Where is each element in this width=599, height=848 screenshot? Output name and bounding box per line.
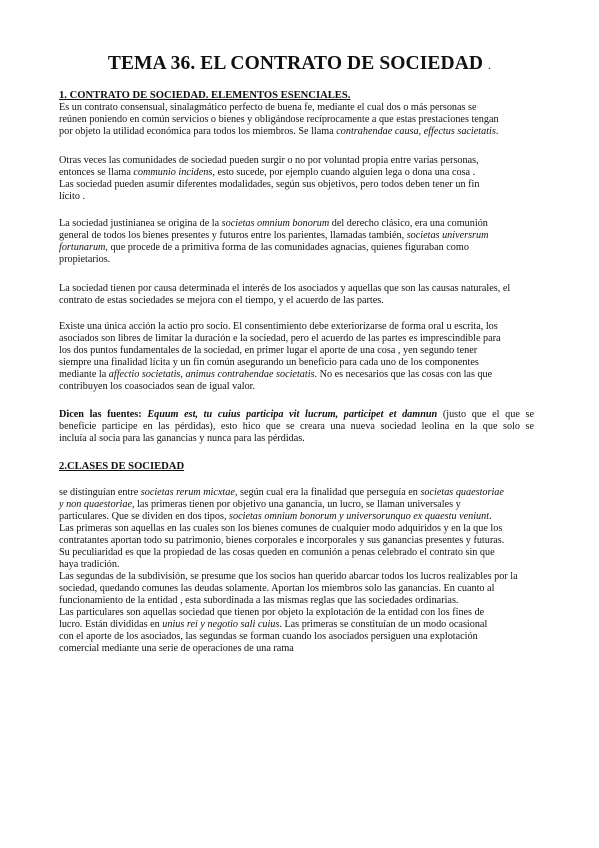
italic-term: societas universrum <box>406 230 489 241</box>
italic-term: affectio societatis, animus contrahendae societatis <box>108 369 315 380</box>
italic-term: contrahendae causa, effectus sacietatis <box>336 126 496 137</box>
text-segment: lucro. Están divididas en <box>59 619 163 630</box>
text-segment: mediante la <box>59 369 109 380</box>
text-line: haya tradición. <box>59 559 120 570</box>
text-line: Otras veces las comunidades de sociedad pueden surgir o no por voluntad propia entre varias personas, <box>59 155 479 166</box>
text-line: La sociedad tienen por causa determinada el interés de los asociados y aquellas que son las causas naturales, el <box>59 283 511 294</box>
text-line: contrato de estas sociedades se mejora con el tiempo, y el acuerdo de las partes. <box>59 295 384 306</box>
text-line <box>59 511 534 523</box>
text-line: Es un contrato consensual, sinalagmático perfecto de buena fe, mediante el cual dos o más personas se <box>59 102 477 113</box>
text-line <box>59 499 534 511</box>
text-line: funcionamiento de la entidad , esta subordinada a las mismas reglas que las sociedades ordinarias. <box>59 595 459 606</box>
text-segment: general de todos los bienes presentes y futuros entre los parientes, llamadas también, <box>59 230 407 241</box>
sources-lead: Dicen las fuentes: <box>59 409 142 420</box>
italic-term: fortunarum <box>59 242 106 253</box>
text-segment: . <box>495 126 499 137</box>
text-line <box>59 369 534 381</box>
paragraph-6-line-2: beneficie participe en las pérdidas), esto hico que se creara una nueva sociedad leolina en la que solo se <box>59 421 534 432</box>
italic-term: societas omnium bonorum y universorunquo ex quaestu veniunt <box>229 511 490 522</box>
text-line: reúnen poniendo en común servicios o bienes y obligándose recíprocamente a que estas prestaciones tengan <box>59 114 499 125</box>
text-segment: particulares. Que se dividen en dos tipos, <box>59 511 230 522</box>
text-line <box>59 167 534 179</box>
text-segment: , las primeras tienen por objetivo una ganancia, un lucro, se llaman universales y <box>132 499 461 510</box>
paragraph-3 <box>59 218 534 266</box>
text-line: Las primeras son aquellas en las cuales son los bienes comunes de cualquier modo adquiridos y en la que los <box>59 523 503 534</box>
text-line <box>59 218 534 230</box>
section-2-heading: 2.CLASES DE SOCIEDAD <box>59 461 185 472</box>
text-line: Las segundas de la subdivisión, se presume que los socios han querido abarcar todos los lucros realizables por la <box>59 571 518 582</box>
italic-term: societas omnium bonorum <box>221 218 330 229</box>
title-text: TEMA 36. EL CONTRATO DE SOCIEDAD <box>107 53 484 74</box>
text-line: Las particulares son aquellas sociedad que tienen por objeto la explotación de la entidad con los fines de <box>59 607 485 618</box>
text-segment: se distinguían entre <box>59 487 141 498</box>
text-line: lícito . <box>59 191 86 202</box>
text-line: siempre una finalidad lícita y un fin común asegurando un beneficio para cada uno de los componentes <box>59 357 479 368</box>
text-segment: entonces se llama <box>59 167 134 178</box>
text-segment: , según cual era la finalidad que perseguía en <box>234 487 421 498</box>
text-line <box>59 242 534 254</box>
paragraph-6-line-3: incluía al socia para las ganancias y nunca para las pérdidas. <box>59 433 305 444</box>
paragraph-6-line-1: Dicen las fuentes: Equum est, tu cuius participa vit lucrum, participet et damnun (justo que el que se <box>59 409 534 420</box>
italic-term: communio incidens <box>133 167 213 178</box>
italic-term: y non quaestoriae <box>59 499 132 510</box>
text-line: propietarios. <box>59 254 111 265</box>
italic-term: societas quaestoriae <box>420 487 504 498</box>
text-segment: . No es necesarios que las cosas con las que <box>314 369 493 380</box>
text-segment: La sociedad justinianea se origina de la <box>59 218 222 229</box>
text-segment: , que procede de a primitiva forma de las comunidades agnacias, quienes figuraban como <box>105 242 469 253</box>
text-line: sociedad, quedando comunes las deudas solamente. Aportan los miembros solo las ganancias. En cuanto al <box>59 583 495 594</box>
paragraph-4 <box>59 283 534 307</box>
text-line <box>59 487 534 499</box>
section-1-heading: 1. CONTRATO DE SOCIEDAD. ELEMENTOS ESENCIALES. <box>59 90 351 101</box>
text-segment: del derecho clásico, era una comunión <box>329 218 488 229</box>
text-line: contribuyen los coasociados sean de igual valor. <box>59 381 256 392</box>
text-line: Existe una única acción la actio pro socio. El consentimiento debe exteriorizarse de forma oral u escrita, los <box>59 321 498 332</box>
paragraph-2 <box>59 155 534 203</box>
text-line: comercial mediante una serie de operaciones de una rama <box>59 643 294 654</box>
text-line: Su peculiaridad es que la propiedad de las cosas queden en comunión a penas celebrado el contrato sin que <box>59 547 495 558</box>
text-line <box>59 619 534 631</box>
paragraph-6 <box>59 409 534 445</box>
text-line <box>59 230 534 242</box>
text-line <box>59 126 534 138</box>
paragraph-1 <box>59 102 534 138</box>
text-segment: por objeto la utilidad económica para todos los miembros. Se llama <box>59 126 337 137</box>
title-suffix: . <box>488 58 492 72</box>
text-segment: , esto sucede, por ejemplo cuando alguien lega o dona una cosa . <box>212 167 476 178</box>
section-2-body <box>59 487 534 655</box>
page-title <box>0 52 599 77</box>
text-segment: . Las primeras se constituían de un modo ocasional <box>279 619 488 630</box>
text-line: Las sociedad pueden asumir diferentes modalidades, según sus objetivos, pero todos deben tener un fin <box>59 179 480 190</box>
text-line: los dos puntos fundamentales de la sociedad, en primer lugar el aporte de una cosa , yen segundo tener <box>59 345 478 356</box>
italic-term: unius rei y negotio sali cuius <box>162 619 280 630</box>
text-line: con el aporte de los asociados, las segundas se forman cuando los asociados persiguen una explotación <box>59 631 478 642</box>
text-line: contratantes aportan todo su patrimonio, bienes corporales e incorporales y sus ganancias presentes y futuras. <box>59 535 505 546</box>
text-segment: . <box>489 511 492 522</box>
latin-quote: Equum est, tu cuius participa vit lucrum, participet et damnun <box>147 409 438 420</box>
paragraph-5 <box>59 321 534 393</box>
italic-term: societas rerum micxtae <box>140 487 235 498</box>
text-line: asociados son libres de limitar la duración e la sociedad, pero el acuerdo de las partes es imprescindible para <box>59 333 501 344</box>
